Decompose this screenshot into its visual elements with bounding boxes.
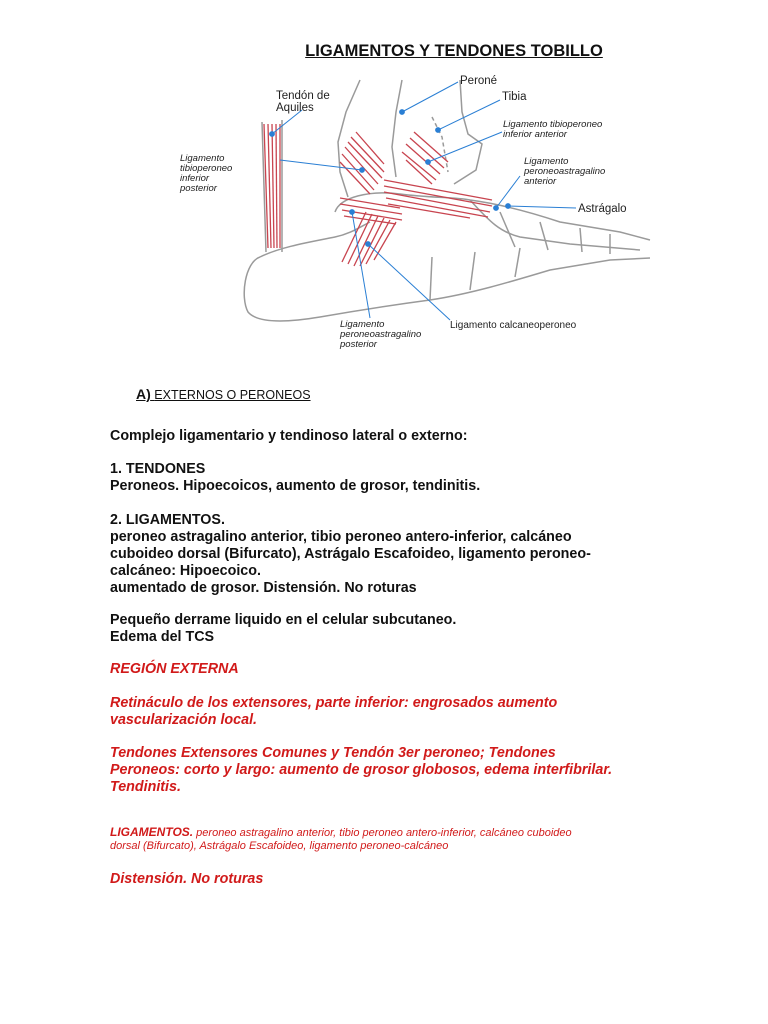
label-astragalo: Astrágalo xyxy=(578,203,627,215)
bone-outlines xyxy=(244,80,650,321)
region-externa-heading: REGIÓN EXTERNA xyxy=(110,661,239,677)
retinaculo-line-1: Retináculo de los extensores, parte inferior: engrosados aumento xyxy=(110,695,558,711)
label-calcaneoperoneo: Ligamento calcaneoperoneo xyxy=(450,320,577,331)
label-tibia: Tibia xyxy=(502,91,527,103)
edema-text: Edema del TCS xyxy=(110,629,215,645)
section-a-letter: A) xyxy=(136,386,151,402)
tendones-red-line-1: Tendones Extensores Comunes y Tendón 3er peroneo; Tendones xyxy=(110,745,556,761)
retinaculo-line-2: vascularización local. xyxy=(110,712,258,728)
page-title: LIGAMENTOS Y TENDONES TOBILLO xyxy=(305,42,603,60)
label-pap-3: posterior xyxy=(340,339,377,350)
derrame-block xyxy=(110,612,670,646)
tendones-red-line-2: Peroneos: corto y largo: aumento de grosor globosos, edema interfibrilar. xyxy=(110,762,613,778)
calcaneofibular-ligament xyxy=(342,212,396,266)
label-tpip-3: inferior xyxy=(180,173,210,184)
label-tpip-2: tibioperoneo xyxy=(180,163,233,174)
label-tpip-4: posterior xyxy=(180,183,217,194)
retinaculo-block xyxy=(110,695,670,729)
label-tpip-1: Ligamento xyxy=(180,153,225,164)
ligamentos-line-2: cuboideo dorsal (Bifurcato), Astrágalo Escafoideo, ligamento peroneo- xyxy=(110,546,591,562)
ankle-diagram xyxy=(170,72,660,362)
ligamentos-red-block xyxy=(110,826,670,853)
tendones-red-block xyxy=(110,745,670,796)
derrame-text: Pequeño derrame liquido en el celular subcutaneo. xyxy=(110,612,457,628)
ligamentos-line-3: calcáneo: Hipoecoico. xyxy=(110,563,261,579)
tendones-text: Peroneos. Hipoecoicos, aumento de grosor, tendinitis. xyxy=(110,478,481,494)
ligamentos-line-4: aumentado de grosor. Distensión. No roturas xyxy=(110,580,417,596)
tendones-heading: 1. TENDONES xyxy=(110,461,206,477)
label-tpia-2: inferior anterior xyxy=(503,129,567,140)
label-pap-1: Ligamento xyxy=(340,319,385,330)
ligamentos-block xyxy=(110,512,670,597)
label-pap-2: peroneoastragalino xyxy=(340,329,422,340)
anterior-talofibular-ligament xyxy=(384,180,492,218)
ligamentos-red-text-1: peroneo astragalino anterior, tibio peroneo antero-inferior, calcáneo cuboideo xyxy=(193,827,572,839)
leader-lines xyxy=(270,82,576,320)
ligamentos-line-1: peroneo astragalino anterior, tibio peroneo antero-inferior, calcáneo xyxy=(110,529,572,545)
tibia-outline xyxy=(454,80,482,184)
tendones-red-line-3: Tendinitis. xyxy=(110,779,181,795)
calcaneus-outline xyxy=(244,257,650,321)
ligamentos-red-bold: LIGAMENTOS. xyxy=(110,825,194,839)
section-a-text: EXTERNOS O PERONEOS xyxy=(154,388,311,402)
posterior-tibiofibular-ligament xyxy=(340,132,384,194)
ligamentos-heading: 2. LIGAMENTOS. xyxy=(110,512,225,528)
label-paa-1: Ligamento xyxy=(524,156,569,167)
label-tpia-1: Ligamento tibioperoneo xyxy=(503,119,603,130)
ankle-ligaments-illustration xyxy=(170,72,660,362)
achilles-tendon xyxy=(264,124,280,248)
distension-text: Distensión. No roturas xyxy=(110,871,264,887)
ligamentos-red-line-1 xyxy=(110,826,670,840)
anterior-tibiofibular-ligament xyxy=(402,132,448,184)
label-aquiles-2: Aquiles xyxy=(276,102,314,114)
label-paa-3: anterior xyxy=(524,176,557,187)
label-perone: Peroné xyxy=(460,75,498,87)
ligamentos-red-line-2: dorsal (Bifurcato), Astrágalo Escafoideo, ligamento peroneo-calcáneo xyxy=(110,840,449,852)
complex-line: Complejo ligamentario y tendinoso lateral o externo: xyxy=(110,428,468,444)
tendones-block xyxy=(110,461,670,495)
section-a-heading xyxy=(136,386,311,402)
label-paa-2: peroneoastragalino xyxy=(524,166,606,177)
label-aquiles-1: Tendón de xyxy=(276,90,330,102)
